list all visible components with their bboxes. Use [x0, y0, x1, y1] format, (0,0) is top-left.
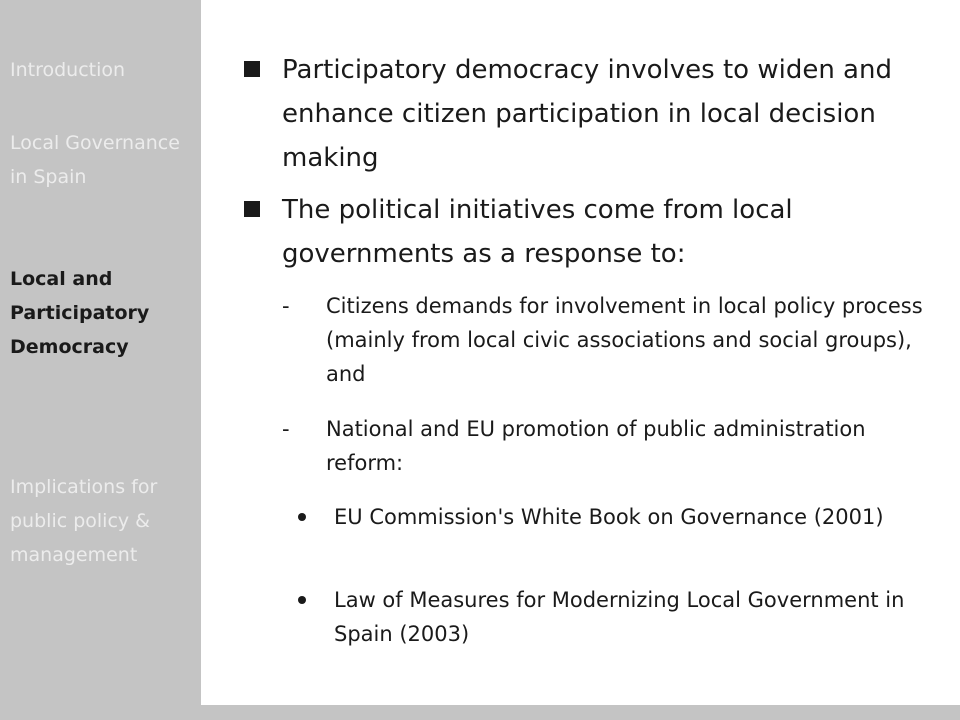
- square-bullet-icon: [244, 61, 260, 77]
- bullet-level1: The political initiatives come from local governments as a response to:: [282, 195, 793, 269]
- bottom-bar: [201, 705, 960, 720]
- bullet-level2: National and EU promotion of public administration reform:: [326, 417, 866, 475]
- sidebar-item-introduction[interactable]: Introduction: [10, 59, 126, 81]
- bullet-level2: Citizens demands for involvement in local policy process (mainly from local civic associations and social groups), and: [326, 294, 923, 386]
- dash-bullet: -: [282, 417, 290, 441]
- sidebar-item-implications[interactable]: Implications for public policy & management: [10, 476, 158, 566]
- bullet-level1: Participatory democracy involves to widen and enhance citizen participation in local decision making: [282, 55, 892, 173]
- square-bullet-icon: [244, 201, 260, 217]
- round-bullet-icon: [298, 513, 306, 521]
- bullet-level3: Law of Measures for Modernizing Local Government in Spain (2003): [334, 588, 905, 646]
- sidebar-item-local-participatory-democracy[interactable]: Local and Participatory Democracy: [10, 268, 150, 358]
- round-bullet-icon: [298, 596, 306, 604]
- bullet-level3: EU Commission's White Book on Governance (2001): [334, 505, 884, 529]
- dash-bullet: -: [282, 294, 290, 318]
- sidebar-item-local-governance[interactable]: Local Governance in Spain: [10, 132, 180, 188]
